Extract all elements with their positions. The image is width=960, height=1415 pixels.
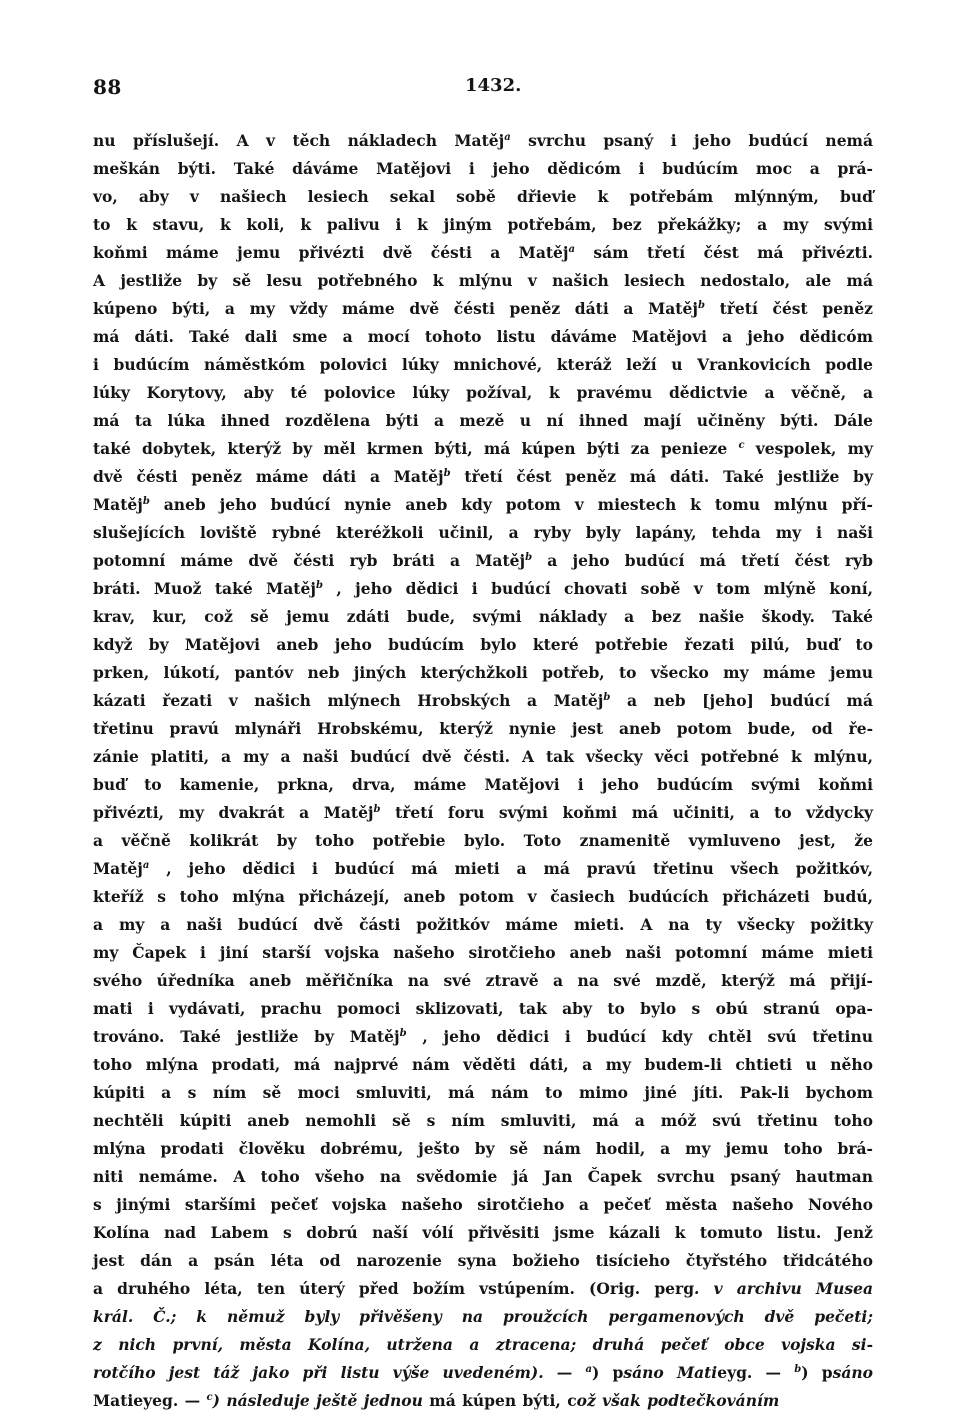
text-line: má ta lúka ihned rozdělena býti a mezě u ní ihned mají učiněny býti. Dále [93,411,873,430]
text-line: prken, lúkotí, pantóv neb jiných kterýchžkoli potřeb, to všecko my máme jemu [93,663,873,682]
text-line: slušejících loviště rybné kteréžkoli učinil, a ryby byly lapány, tehda my i naši [93,523,873,542]
footnote-marker: b [315,579,323,591]
text-line: nu příslušejí. A v těch nákladech Matěj$^a$ svrchu psaný i jeho budúcí nemá [93,131,874,150]
footnote-marker: b [794,1363,802,1375]
text-line: nechtěli kúpiti aneb nemohli sě s ním smluviti, má a móž svú třetinu toho [93,1111,873,1130]
text-line: A jestliže by sě lesu potřebného k mlýnu v našich lesiech nedostalo, ale má [93,271,873,290]
text-line: svého úředníka aneb měřičníka na své ztravě a na své mzdě, kterýž má přijí- [93,971,873,990]
text-line: Kolína nad Labem s dobrú naší vólí přivěsiti jsme kázali k tomuto listu. Jenž [93,1223,873,1242]
text-line: kúpiti a s ním sě moci smluviti, má nám to mimo jiné jíti. Pak-li bychom [93,1083,873,1102]
text-line: třetinu pravú mlynáři Hrobskému, kterýž nynie jest aneb potom bude, od ře- [93,719,873,738]
text-line: kázati řezati v našich mlýnech Hrobských a Matěj$^b$ a neb [jeho] budúcí má [93,691,873,710]
text-line: král. Č.; k němuž byly přivěšeny na proužcích pergamenových dvě pečeti; [93,1307,873,1326]
text-line: kúpeno býti, a my vždy máme dvě čésti peněz dáti a Matěj$^b$ třetí čést peněz [93,299,873,318]
text-line: trováno. Také jestliže by Matěj$^b$ , jeho dědici i budúcí kdy chtěl svú třetinu [93,1027,873,1046]
footnote-marker: a [568,243,575,255]
text-line: Matěj$^a$ , jeho dědici i budúcí má mieti a má pravú třetinu všech požitkóv, [93,859,873,878]
text-line: lúky Korytovy, aby té polovice lúky požíval, k pravému dědictvie a věčně, a [93,383,873,402]
footnote-marker: a [142,859,150,871]
text-line: vo, aby v našiech lesiech sekal sobě dřievie k potřebám mlýnným, buď [93,187,873,206]
text-line: také dobytek, kterýž by měl krmen býti, má kúpen býti za penieze $^c$ vespolek, my [93,439,874,458]
text-line: buď to kamenie, prkna, drva, máme Matějovi i jeho budúcím svými koňmi [93,775,873,794]
footnote-marker: b [399,1027,407,1039]
footnote-marker: c [738,439,745,451]
text-line: mati i vydávati, prachu pomoci sklizovati, tak aby to bylo s obú stranú opa- [93,999,873,1018]
text-line: bráti. Muož také Matěj$^b$ , jeho dědici i budúcí chovati sobě v tom mlýně koní, [93,579,873,598]
footnote-marker: b [373,803,381,815]
footnote-marker: a [585,1363,592,1375]
text-line: potomní máme dvě čésti ryb bráti a Matěj$^b$ a jeho budúcí má třetí čést ryb [93,551,873,570]
footnote-marker: b [697,299,705,311]
text-line: meškán býti. Také dáváme Matějovi i jeho dědicóm i budúcím moc a prá- [93,159,873,178]
footnote-marker: b [443,467,451,479]
document-body [93,127,873,1415]
text-line: jest dán a psán léta od narozenie syna božieho tisícieho čtyřstého třidcátého [93,1251,873,1270]
text-line: když by Matějovi aneb jeho budúcím bylo které potřebie řezati pilú, buď to [93,635,873,654]
text-line: a my a naši budúcí dvě části požitkóv máme mieti. A na ty všecky požitky [93,915,873,934]
text-line: dvě čésti peněz máme dáti a Matěj$^b$ třetí čést peněz má dáti. Také jestliže by [93,467,873,486]
text-line: krav, kur, což sě jemu zdáti bude, svými náklady a bez našie škody. Také [93,607,873,626]
footnote-marker: b [142,495,150,507]
text-line: z nich první, města Kolína, utržena a ztracena; druhá pečeť obce vojska si- [93,1335,873,1354]
footnote-marker: c [206,1391,213,1403]
page-header [0,0,960,110]
text-line: i budúcím náměstkóm polovici lúky mnichové, kteráž leží u Vrankovicích podle [93,355,873,374]
text-line: mlýna prodati člověku dobrému, ješto by sě nám hodil, a my jemu toho brá- [93,1139,873,1158]
text-line: Matěj$^b$ aneb jeho budúcí nynie aneb kdy potom v miestech k tomu mlýnu pří- [93,495,873,514]
text-line: a věčně kolikrát by toho potřebie bylo. Toto znamenitě vymluveno jest, že [93,831,873,850]
text-line: Matieyeg. — $^c$) následuje ještě jednou má kúpen býti, což však podtečkováním [93,1391,780,1410]
text-line: s jinými staršími pečeť vojska našeho sirotčieho a pečeť města našeho Nového [93,1195,873,1214]
page-number: 88 [93,75,122,99]
text-line: niti nemáme. A toho všeho na svědomie já Jan Čapek svrchu psaný hautman [93,1167,873,1186]
text-line: toho mlýna prodati, má najprvé nám věděti dáti, a my budem-li chtieti u něho [93,1055,873,1074]
running-head-year: 1432. [465,75,522,96]
text-line: a druhého léta, ten úterý před božím vstúpením. (Orig. perg. v archivu Musea [93,1279,873,1298]
text-line: koňmi máme jemu přivézti dvě čésti a Matěj$^a$ sám třetí čést má přivézti. [93,243,873,262]
text-line: přivézti, my dvakrát a Matěj$^b$ třetí foru svými koňmi má učiniti, a to vždycky [93,803,873,822]
text-line: rotčího jest táž jako při listu výše uvedeném). — $^a$) psáno Matieyg. — $^b$) psáno [93,1363,873,1382]
text-line: zánie platiti, a my a naši budúcí dvě čésti. A tak všecky věci potřebné k mlýnu, [93,747,873,766]
footnote-marker: a [504,131,511,143]
footnote-marker: b [603,691,611,703]
text-line: má dáti. Také dali sme a mocí tohoto listu dáváme Matějovi a jeho dědicóm [93,327,873,346]
text-line: kteříž s toho mlýna přicházejí, aneb potom v časiech budúcích přicházeti budú, [93,887,873,906]
text-line: my Čapek i jiní starší vojska našeho sirotčieho aneb naši potomní máme mieti [93,943,873,962]
footnote-marker: b [525,551,533,563]
text-line: to k stavu, k koli, k palivu i k jiným potřebám, bez překážky; a my svými [93,215,873,234]
